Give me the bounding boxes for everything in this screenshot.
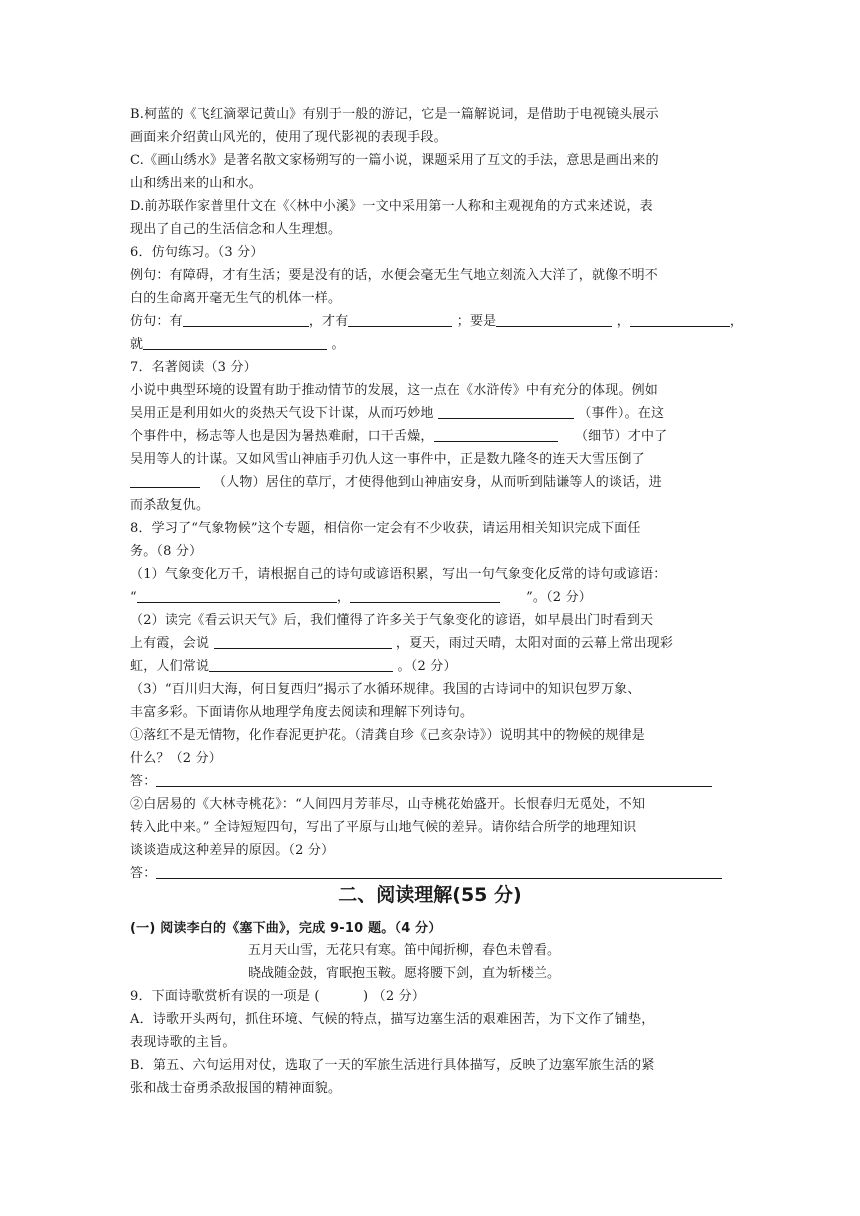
question-8-line-2: 务。（8 分） [130,544,203,559]
answer-blank[interactable] [143,335,327,350]
answer-blank[interactable] [434,427,558,442]
q7-text: 吴用正是利用如火的炎热天气设下计谋，从而巧妙地 [130,406,434,421]
q8-3-2-line-2: 转入此中来。” 全诗短短四句，写出了平原与山地气候的差异。请你结合所学的地理知识 [130,820,637,835]
poem-line-1: 五月天山雪，无花只有寒。笛中闻折柳，春色未曾看。 [248,943,561,958]
q8-3-1-line-2: 什么？（2 分） [130,751,223,766]
q7-line-6: 而杀敌复仇。 [130,498,210,513]
answer-blank[interactable] [209,657,393,672]
q7-text: （细节）才中了 [574,429,668,444]
q8-3-1-line-1: ①落红不是无情物，化作春泥更护花。（清龚自珍《己亥杂诗》）说明其中的物候的规律是 [130,728,646,743]
q7-text: （人物）居住的草厅，才使得他到山神庙安身，从而听到陆谦等人的谈话，进 [213,475,662,490]
q7-line-3 [130,426,730,448]
q8-2-line-2 [130,633,730,655]
question-9-stem [130,986,730,1008]
answer-blank[interactable] [183,312,309,327]
q6-label-yaoshi: ；要是 [456,314,497,329]
q8-text: “ [130,590,137,605]
q8-text: ， [336,590,351,605]
question-6-title: 6．仿句练习。（3 分） [130,245,264,260]
q6-comma: ， [616,314,630,329]
q8-2-line-3 [130,656,730,678]
q9-option-a-line-2: 表现诗歌的主旨。 [130,1035,236,1050]
q7-line-4: 吴用等人的计谋。又如风雪山神庙手刃仇人这一事件中，正是数九隆冬的连天大雪压倒了 [130,452,645,467]
option-d-line-2: 现出了自己的生活信念和人生理想。 [130,222,342,237]
q8-3-2-line-3: 谈谈造成这种差异的原因。（2 分） [130,843,335,858]
q8-2-line-1: （2）读完《看云识天气》后，我们懂得了许多关于气象变化的谚语，如早晨出门时看到天 [130,613,654,628]
section-title: 二、阅读理解(55 分) [338,884,522,906]
question-8-line-1: 8．学习了“气象物候”这个专题，相信你一定会有不少收获，请运用相关知识完成下面任 [130,521,641,536]
q7-text: 个事件中，杨志等人也是因为暑热难耐，口干舌燥， [130,429,434,444]
q9-option-a-line-1: A．诗歌开头两句，抓住环境、气候的特点，描写边塞生活的艰难困苦，为下文作了铺垫， [130,1012,655,1027]
answer-blank[interactable] [137,588,337,603]
q8-text: ”。（2 分） [526,590,593,605]
q6-period: 。 [331,337,345,352]
q8-3-line-1: （3）“百川归大海，何日复西归”揭示了水循环规律。我国的古诗词中的知识包罗万象、 [130,682,641,697]
q8-text: 上有霞，会说 [130,636,210,651]
q7-text: （事件）。在这 [578,406,665,421]
answer-blank[interactable] [348,312,452,327]
answer-blank[interactable] [156,864,722,879]
answer-blank[interactable] [156,772,712,787]
q8-text: ，夏天，雨过天晴，太阳对面的云幕上常出现彩 [395,636,674,651]
question-7-title: 7．名著阅读（3 分） [130,360,257,375]
answer-blank[interactable] [496,312,612,327]
q7-line-1: 小说中典型环境的设置有助于推动情节的发展，这一点在《水浒传》中有充分的体现。例如 [130,383,659,398]
q7-line-5 [130,472,730,494]
q6-example-line-2: 白的生命离开毫无生气的机体一样。 [130,291,342,306]
option-c-line-1: C.《画山绣水》是著名散文家杨朔写的一篇小说，课题采用了互文的手法，意思是画出来的 [130,153,659,168]
q9-option-b-line-2: 张和战士奋勇杀敌报国的精神面貌。 [130,1081,342,1096]
option-c-line-2: 山和绣出来的山和水。 [130,176,263,191]
q8-text: 。（2 分） [397,659,457,674]
answer-blank[interactable] [214,634,392,649]
q8-3-1-answer [130,771,730,793]
q8-3-line-2: 丰富多彩。下面请你从地理学角度去阅读和理解下列诗句。 [130,705,474,720]
q6-label-jiu: 就 [130,337,144,352]
q8-1-line-1: （1）气象变化万千，请根据自己的诗句或谚语积累，写出一句气象变化反常的诗句或谚语： [130,567,667,582]
poem-line-2: 晓战随金鼓，宵眠抱玉鞍。愿将腰下剑，直为斩楼兰。 [248,966,561,981]
q8-3-2-line-1: ②白居易的《大林寺桃花》：“人间四月芳菲尽，山寺桃花始盛开。长恨春归无觅处，不知 [130,797,646,812]
answer-label: 答： [130,866,157,881]
answer-blank[interactable] [130,473,200,488]
answer-label: 答： [130,774,157,789]
q6-label-you: 仿句：有 [130,314,183,329]
q9-option-b-line-1: B．第五、六句运用对仗，选取了一天的军旅生活进行具体描写，反映了边塞军旅生活的紧 [130,1058,655,1073]
answer-blank[interactable] [350,588,500,603]
q9-text: ) （2 分） [363,989,426,1004]
q8-1-line-2 [130,587,730,609]
answer-blank[interactable] [630,312,730,327]
q6-imitation-line-2 [130,334,730,356]
option-d-line-1: D.前苏联作家普里什文在《〈林中小溪》一文中采用第一人称和主观视角的方式来述说，表 [130,199,653,214]
q6-label-caiyou: ，才有 [308,314,349,329]
subsection-title: (一) 阅读李白的《塞下曲》，完成 9-10 题。（4 分） [130,921,442,936]
option-b-line-1: B.柯蓝的《飞红滴翠记黄山》有别于一般的游记，它是一篇解说词，是借助于电视镜头展示 [130,107,659,122]
q6-comma-end: ， [729,314,744,329]
option-b-line-2: 画面来介绍黄山风光的，使用了现代影视的表现手段。 [130,130,447,145]
q6-imitation-line [130,311,744,333]
q6-example-line-1: 例句：有障碍，才有生活；要是没有的话，水便会毫无生气地立刻流入大洋了，就像不明不 [130,268,659,283]
q9-text: 9．下面诗歌赏析有误的一项是 ( [130,989,320,1004]
q8-text: 虹，人们常说 [130,659,210,674]
answer-blank[interactable] [438,404,574,419]
q7-line-2 [130,403,730,425]
